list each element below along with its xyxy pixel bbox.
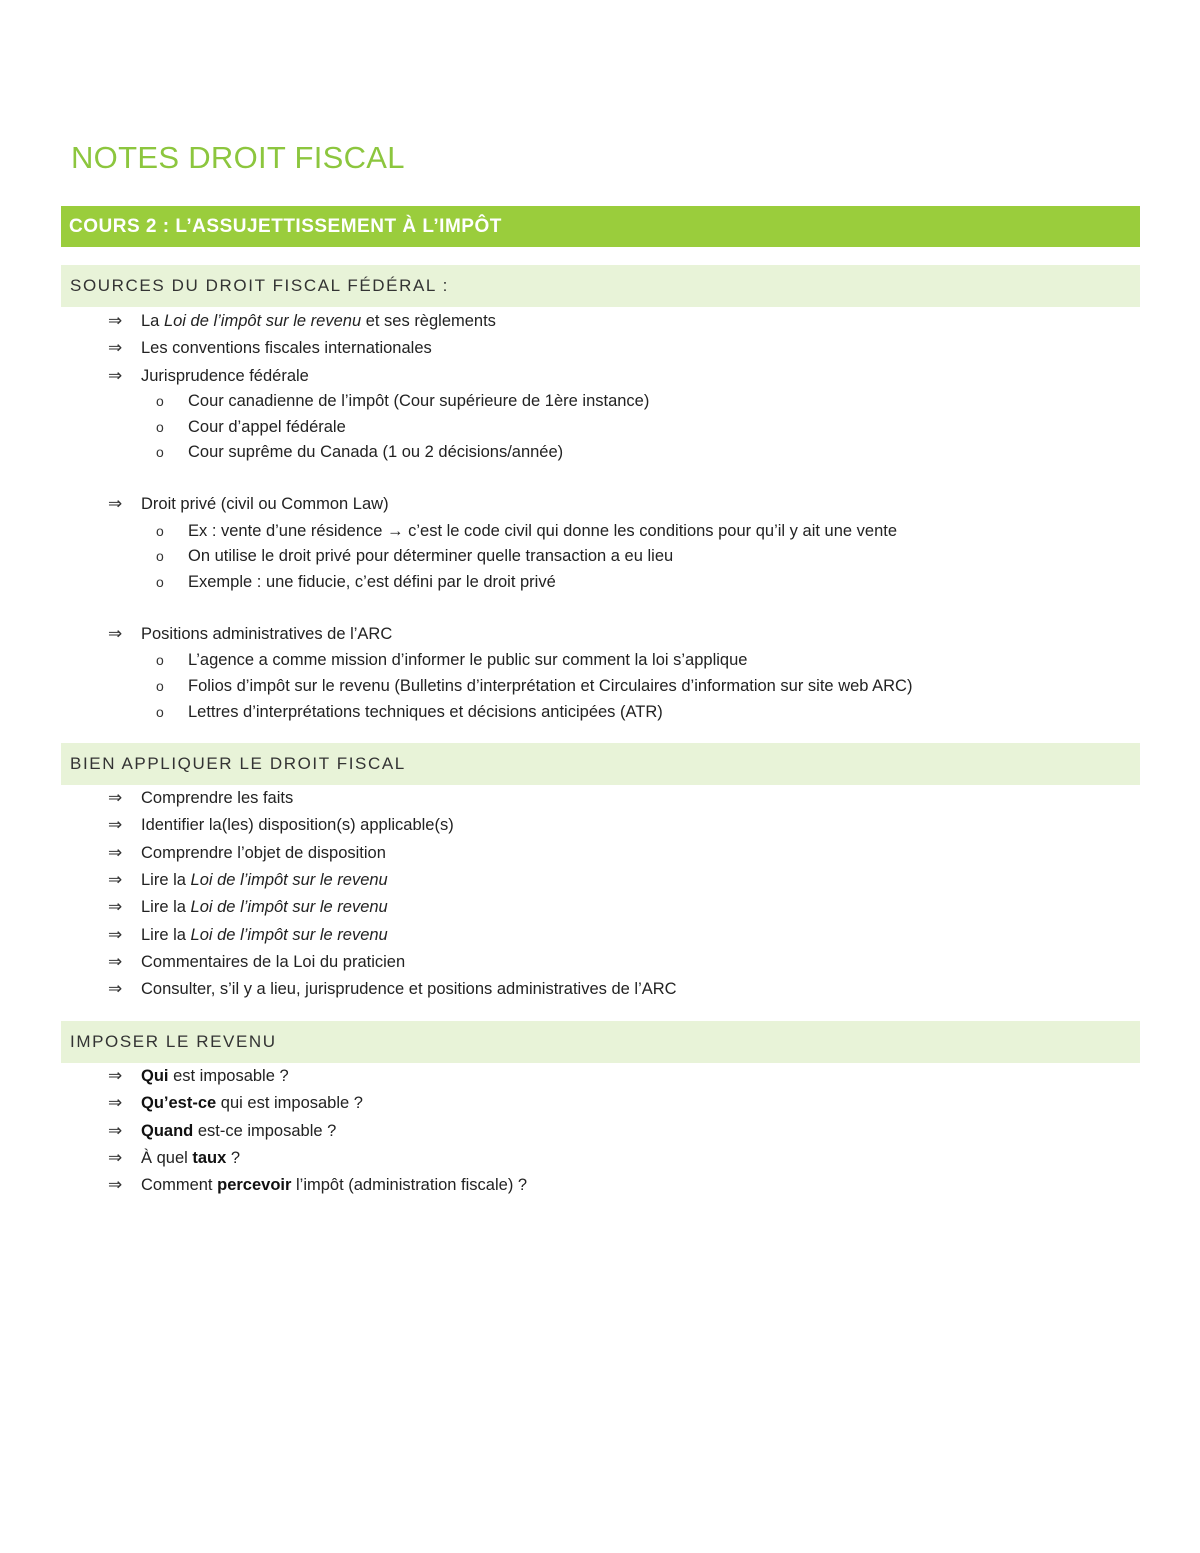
- sub-list-item-text: Ex : vente d’une résidence → c’est le code civil qui donne les conditions pour qu’il y ait une vente: [188, 522, 898, 540]
- double-arrow-right-icon: ⇒: [108, 925, 123, 945]
- sub-list-item: [156, 546, 673, 566]
- double-arrow-right-icon: ⇒: [108, 1121, 123, 1141]
- sub-list-item: [156, 676, 912, 696]
- document-title: NOTES DROIT FISCAL: [71, 140, 405, 175]
- section-heading-text: SOURCES DU DROIT FISCAL FÉDÉRAL :: [70, 276, 450, 295]
- list-item: [108, 1175, 527, 1195]
- list-item: [108, 897, 388, 917]
- list-item-text: Quand est-ce imposable ?: [141, 1122, 337, 1140]
- list-item-text: Jurisprudence fédérale: [141, 367, 309, 385]
- list-item: [108, 311, 496, 331]
- sub-list-item: [156, 702, 663, 722]
- sub-list-item: [156, 391, 649, 411]
- list-item: [108, 624, 392, 644]
- list-item: [108, 815, 454, 835]
- circle-bullet-icon: o: [156, 444, 164, 460]
- circle-bullet-icon: o: [156, 678, 164, 694]
- double-arrow-right-icon: ⇒: [108, 366, 123, 386]
- list-item-text: Lire la Loi de l’impôt sur le revenu: [141, 926, 388, 944]
- list-item-text: Les conventions fiscales internationales: [141, 339, 432, 357]
- list-item: [108, 338, 432, 358]
- circle-bullet-icon: o: [156, 652, 164, 668]
- double-arrow-right-icon: ⇒: [108, 788, 123, 808]
- double-arrow-right-icon: ⇒: [108, 338, 123, 358]
- list-item: [108, 1093, 363, 1113]
- sub-list-item-text: L’agence a comme mission d’informer le public sur comment la loi s’applique: [188, 651, 748, 669]
- list-item-text: Identifier la(les) disposition(s) applicable(s): [141, 816, 454, 834]
- double-arrow-right-icon: ⇒: [108, 1175, 123, 1195]
- list-item-text: Consulter, s’il y a lieu, jurisprudence et positions administratives de l’ARC: [141, 980, 677, 998]
- list-item: [108, 366, 309, 386]
- double-arrow-right-icon: ⇒: [108, 1148, 123, 1168]
- sub-list-item: [156, 521, 897, 541]
- list-item: [108, 870, 388, 890]
- double-arrow-right-icon: ⇒: [108, 494, 123, 514]
- list-item-text: Qu’est-ce qui est imposable ?: [141, 1094, 363, 1112]
- sub-list-item: [156, 572, 556, 592]
- course-banner: [61, 206, 1140, 247]
- list-item-text: À quel taux ?: [141, 1149, 241, 1167]
- course-banner-title: COURS 2 : L’ASSUJETTISSEMENT À L’IMPÔT: [69, 215, 502, 237]
- sub-list-item-text: Cour suprême du Canada (1 ou 2 décisions/année): [188, 443, 564, 461]
- section-heading-text: BIEN APPLIQUER LE DROIT FISCAL: [70, 754, 406, 773]
- double-arrow-right-icon: ⇒: [108, 1066, 123, 1086]
- double-arrow-right-icon: ⇒: [108, 870, 123, 890]
- double-arrow-right-icon: ⇒: [108, 815, 123, 835]
- list-item: [108, 1148, 240, 1168]
- list-item-text: Commentaires de la Loi du praticien: [141, 953, 406, 971]
- list-item-text: Lire la Loi de l’impôt sur le revenu: [141, 871, 388, 889]
- list-item: [108, 925, 388, 945]
- list-item: [108, 1121, 336, 1141]
- list-item-text: Qui est imposable ?: [141, 1067, 289, 1085]
- double-arrow-right-icon: ⇒: [108, 843, 123, 863]
- section-heading-text: IMPOSER LE REVENU: [70, 1032, 277, 1051]
- sub-list-item-text: On utilise le droit privé pour déterminer quelle transaction a eu lieu: [188, 547, 674, 565]
- circle-bullet-icon: o: [156, 393, 164, 409]
- list-item-text: Positions administratives de l’ARC: [141, 625, 393, 643]
- list-item: [108, 979, 677, 999]
- circle-bullet-icon: o: [156, 419, 164, 435]
- sub-list-item-text: Exemple : une fiducie, c’est défini par le droit privé: [188, 573, 556, 591]
- list-item-text: Lire la Loi de l’impôt sur le revenu: [141, 898, 388, 916]
- sub-list-item: [156, 442, 563, 462]
- list-item: [108, 494, 389, 514]
- circle-bullet-icon: o: [156, 704, 164, 720]
- list-item: [108, 952, 405, 972]
- double-arrow-right-icon: ⇒: [108, 624, 123, 644]
- sub-list-item-text: Folios d’impôt sur le revenu (Bulletins d’interprétation et Circulaires d’information sur site web ARC): [188, 677, 913, 695]
- list-item-text: Comment percevoir l’impôt (administration fiscale) ?: [141, 1176, 528, 1194]
- sub-list-item-text: Lettres d’interprétations techniques et décisions anticipées (ATR): [188, 703, 663, 721]
- circle-bullet-icon: o: [156, 548, 164, 564]
- list-item: [108, 843, 386, 863]
- list-item: [108, 788, 293, 808]
- double-arrow-right-icon: ⇒: [108, 952, 123, 972]
- list-item: [108, 1066, 289, 1086]
- section-heading-bien-appliquer: [61, 743, 1140, 785]
- circle-bullet-icon: o: [156, 523, 164, 539]
- double-arrow-right-icon: ⇒: [108, 979, 123, 999]
- double-arrow-right-icon: ⇒: [108, 311, 123, 331]
- list-item-text: La Loi de l’impôt sur le revenu et ses règlements: [141, 312, 496, 330]
- double-arrow-right-icon: ⇒: [108, 897, 123, 917]
- list-item-text: Comprendre les faits: [141, 789, 294, 807]
- sub-list-item-text: Cour canadienne de l’impôt (Cour supérieure de 1ère instance): [188, 392, 650, 410]
- circle-bullet-icon: o: [156, 574, 164, 590]
- sub-list-item-text: Cour d’appel fédérale: [188, 418, 346, 436]
- list-item-text: Droit privé (civil ou Common Law): [141, 495, 389, 513]
- sub-list-item: [156, 650, 747, 670]
- section-heading-imposer: [61, 1021, 1140, 1063]
- section-heading-sources: [61, 265, 1140, 307]
- sub-list-item: [156, 417, 346, 437]
- double-arrow-right-icon: ⇒: [108, 1093, 123, 1113]
- list-item-text: Comprendre l’objet de disposition: [141, 844, 386, 862]
